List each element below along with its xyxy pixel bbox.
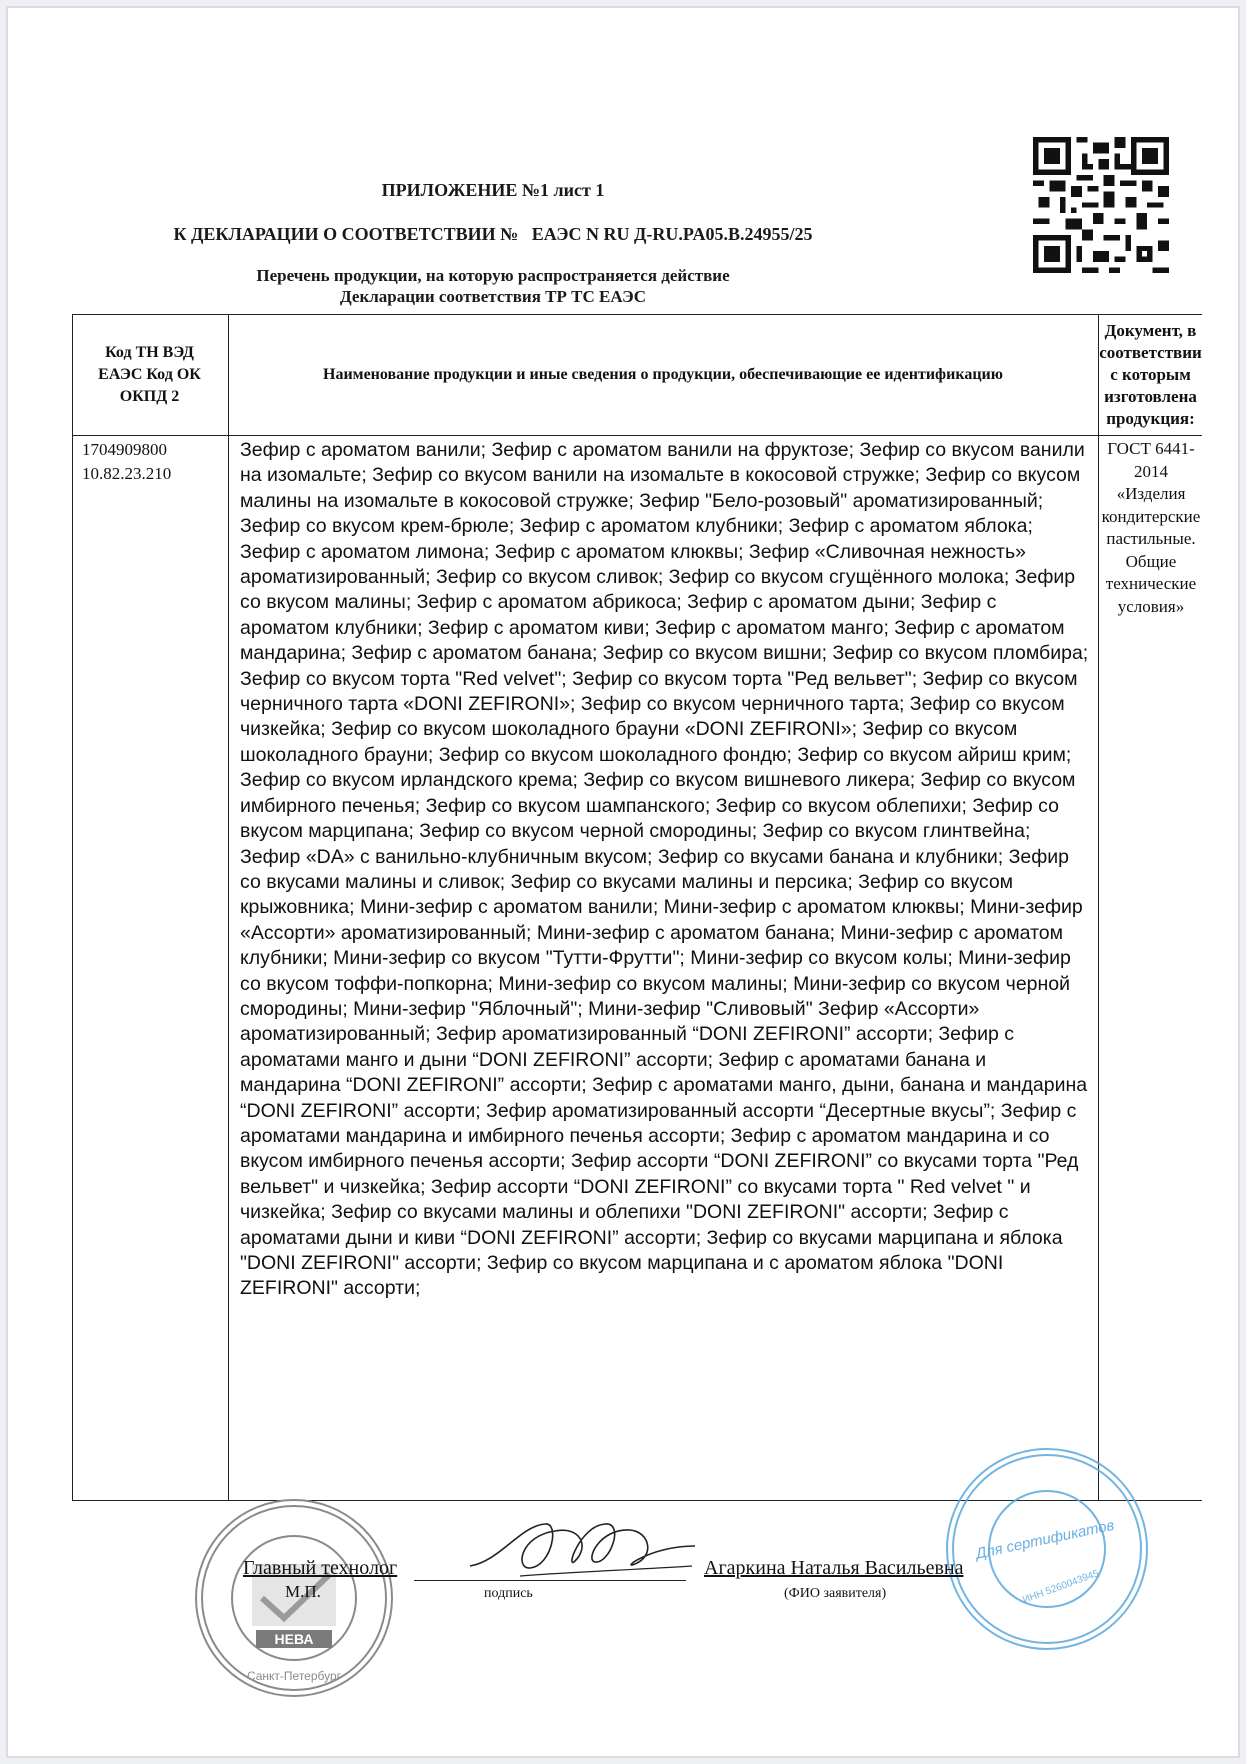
product-list-heading-line2: Декларации соответствия ТР ТС ЕАЭС bbox=[340, 287, 646, 306]
product-list-heading bbox=[0, 265, 1116, 307]
handwritten-signature bbox=[460, 1506, 700, 1584]
signer-position: Главный технолог bbox=[243, 1557, 398, 1579]
mp-label: М.П. bbox=[285, 1582, 321, 1601]
declaration-number: К ДЕКЛАРАЦИИ О СООТВЕТСТВИИ № ЕАЭС N RU Д-RU.PA05.B.24955/25 bbox=[173, 224, 813, 244]
codes-cell bbox=[82, 438, 222, 486]
left-stamp-center-text: НЕВА bbox=[274, 1631, 314, 1647]
code-okpd: 10.82.23.210 bbox=[82, 464, 172, 483]
signature-caption: подпись bbox=[484, 1586, 533, 1601]
company-stamp-right bbox=[940, 1442, 1155, 1657]
right-stamp-center-text: Для сертификатов bbox=[974, 1516, 1116, 1563]
product-list-heading-line1: Перечень продукции, на которую распространяется действие bbox=[256, 266, 730, 285]
name-caption: (ФИО заявителя) bbox=[784, 1586, 887, 1601]
right-stamp-inn: ИНН 5260043945 bbox=[1021, 1568, 1101, 1606]
signer-name: Агаркина Наталья Васильевна bbox=[704, 1557, 964, 1579]
left-stamp-bottom-text: Санкт-Петербург bbox=[246, 1669, 342, 1683]
products-cell: Зефир с ароматом ванили; Зефир с ароматом ванили на фруктозе; Зефир со вкусом ванили на изомальте; Зефир со вкусом ванили на изомальте в кокосовой стружке; Зефир со вкусом малины на изомальте в кокосовой стружке; Зефир "Бело-розовый" ароматизированный; Зефир со вкусом крем-брюле; Зефир с ароматом клубники; Зефир с ароматом яблока; Зефир с ароматом лимона; Зефир с ароматом клюквы; Зефир «Сливочная нежность» ароматизированный; Зефир со вкусом сливок; Зефир со вкусом сгущённого молока; Зефир со вкусом малины; Зефир с ароматом абрикоса; Зефир с ароматом дыни; Зефир с ароматом клубники; Зефир с ароматом киви; Зефир с ароматом манго; Зефир с ароматом мандарина; Зефир с ароматом банана; Зефир со вкусом вишни; Зефир со вкусом пломбира; Зефир со вкусом торта "Red velvet"; Зефир со вкусом торта "Ред вельвет"; Зефир со вкусом черничного тарта «DONI ZEFIRONI»; Зефир со вкусом черничного тарта; Зефир со вкусом чизкейка; Зефир со вкусом шоколадного брауни «DONI ZEFIRONI»; Зефир со вкусом шоколадного брауни; Зефир со вкусом шоколадного фондю; Зефир со вкусом айриш крим; Зефир со вкусом ирландского крема; Зефир со вкусом вишневого ликера; Зефир со вкусом имбирного печенья; Зефир со вкусом шампанского; Зефир со вкусом облепихи; Зефир со вкусом марципана; Зефир со вкусом черной смородины; Зефир со вкусом глинтвейна; Зефир «DA» с ванильно-клубничным вкусом; Зефир со вкусами банана и клубники; Зефир со вкусами малины и сливок; Зефир со вкусами малины и персика; Зефир со вкусом крыжовника; Мини-зефир с ароматом ванили; Мини-зефир с ароматом клюквы; Мини-зефир «Ассорти» ароматизированный; Мини-зефир с ароматом банана; Мини-зефир с ароматом клубники; Мини-зефир со вкусом "Тутти-Фрутти"; Мини-зефир со вкусом колы; Мини-зефир со вкусом тоффи-попкорна; Мини-зефир со вкусом малины; Мини-зефир со вкусом черной смородины; Мини-зефир "Яблочный"; Мини-зефир "Сливовый" Зефир «Ассорти» ароматизированный; Зефир ароматизированный “DONI ZEFIRONI” ассорти; Зефир с ароматами манго и дыни “DONI ZEFIRONI” ассорти; Зефир с ароматами банана и мандарина “DONI ZEFIRONI” ассорти; Зефир с ароматами манго, дыни, банана и мандарина “DONI ZEFIRONI” ассорти; Зефир ароматизированный ассорти “Десертные вкусы”; Зефир с ароматами мандарина и имбирного печенья ассорти; Зефир с ароматом мандарина и со вкусом имбирного печенья ассорти; Зефир ассорти “DONI ZEFIRONI” со вкусами торта "Ред вельвет" и чизкейка; Зефир ассорти “DONI ZEFIRONI” со вкусами торта " Red velvet " и чизкейка; Зефир со вкусами малины и облепихи "DONI ZEFIRONI" ассорти; Зефир с ароматами дыни и киви “DONI ZEFIRONI” ассорти; Зефир со вкусами марципана и яблока "DONI ZEFIRONI" ассорти; Зефир со вкусом марципана и с ароматом яблока "DONI ZEFIRONI" ассорти; bbox=[240, 439, 1089, 1300]
col-header-product-name: Наименование продукции и иные сведения о продукции, обеспечивающие ее идентификацию bbox=[323, 366, 1003, 383]
standard-document-cell: ГОСТ 6441-2014 «Изделия кондитерские пастильные. Общие технические условия» bbox=[1101, 439, 1201, 616]
appendix-title: ПРИЛОЖЕНИЕ №1 лист 1 bbox=[381, 180, 605, 200]
col-header-codes: Код ТН ВЭД ЕАЭС Код ОК ОКПД 2 bbox=[98, 344, 201, 405]
qr-code bbox=[1033, 137, 1169, 273]
code-tnved: 1704909800 bbox=[82, 440, 167, 459]
col-header-document: Документ, в соответствии с которым изготовлена продукция: bbox=[1099, 321, 1202, 428]
signature-line bbox=[414, 1580, 686, 1581]
product-table bbox=[72, 314, 1202, 1500]
